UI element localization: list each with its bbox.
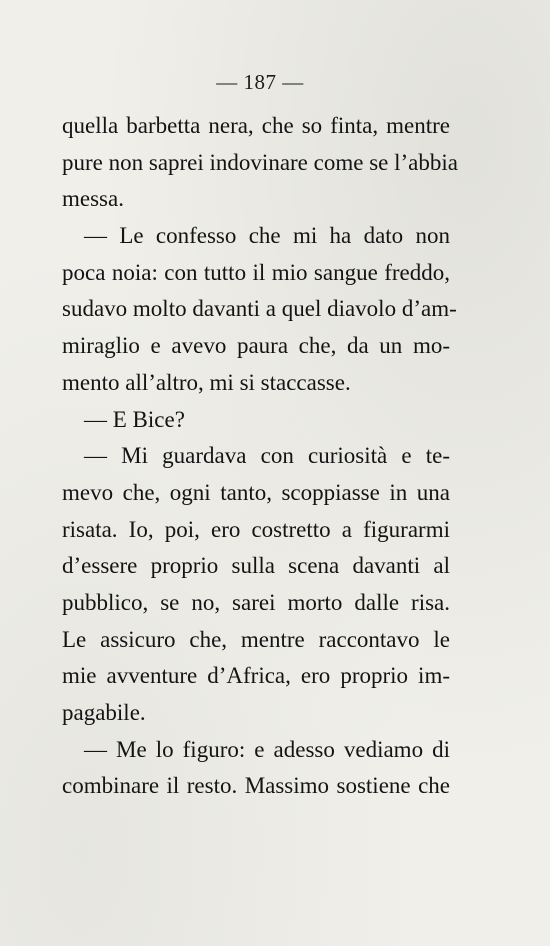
text-line: Le assicuro che, mentre raccontavo le <box>62 626 450 652</box>
text-line: — Le confesso che mi ha dato non <box>84 223 450 249</box>
text-line: pubblico, se no, sarei morto dalle risa. <box>62 589 450 615</box>
text-line: mevo che, ogni tanto, scoppiasse in una <box>62 479 450 505</box>
text-line: pagabile. <box>62 700 146 725</box>
text-line: d’essere proprio sulla scena davanti al <box>62 553 450 579</box>
text-line: poca noia: con tutto il mio sangue freddo, <box>62 259 450 285</box>
text-line: — E Bice? <box>84 406 185 432</box>
text-line: mie avventure d’Africa, ero proprio im- <box>62 663 450 689</box>
page-number: — 187 — <box>216 70 304 94</box>
text-line: miraglio e avevo paura che, da un mo- <box>62 333 450 359</box>
text-line: messa. <box>62 186 124 212</box>
text-line: combinare il resto. Massimo sostiene che <box>62 773 450 799</box>
text-line: risata. Io, poi, ero costretto a figurarmi <box>62 516 450 542</box>
text-line: — Me lo figuro: e adesso vediamo di <box>84 736 450 762</box>
text-line: pure non saprei indovinare come se l’abbia <box>62 149 458 175</box>
text-line: — Mi guardava con curiosità e te- <box>84 443 450 469</box>
text-line: quella barbetta nera, che so finta, mentre <box>62 113 450 138</box>
body-text <box>62 108 458 805</box>
text-line: sudavo molto davanti a quel diavolo d’am- <box>62 296 457 322</box>
text-line: mento all’altro, mi si staccasse. <box>62 369 351 395</box>
